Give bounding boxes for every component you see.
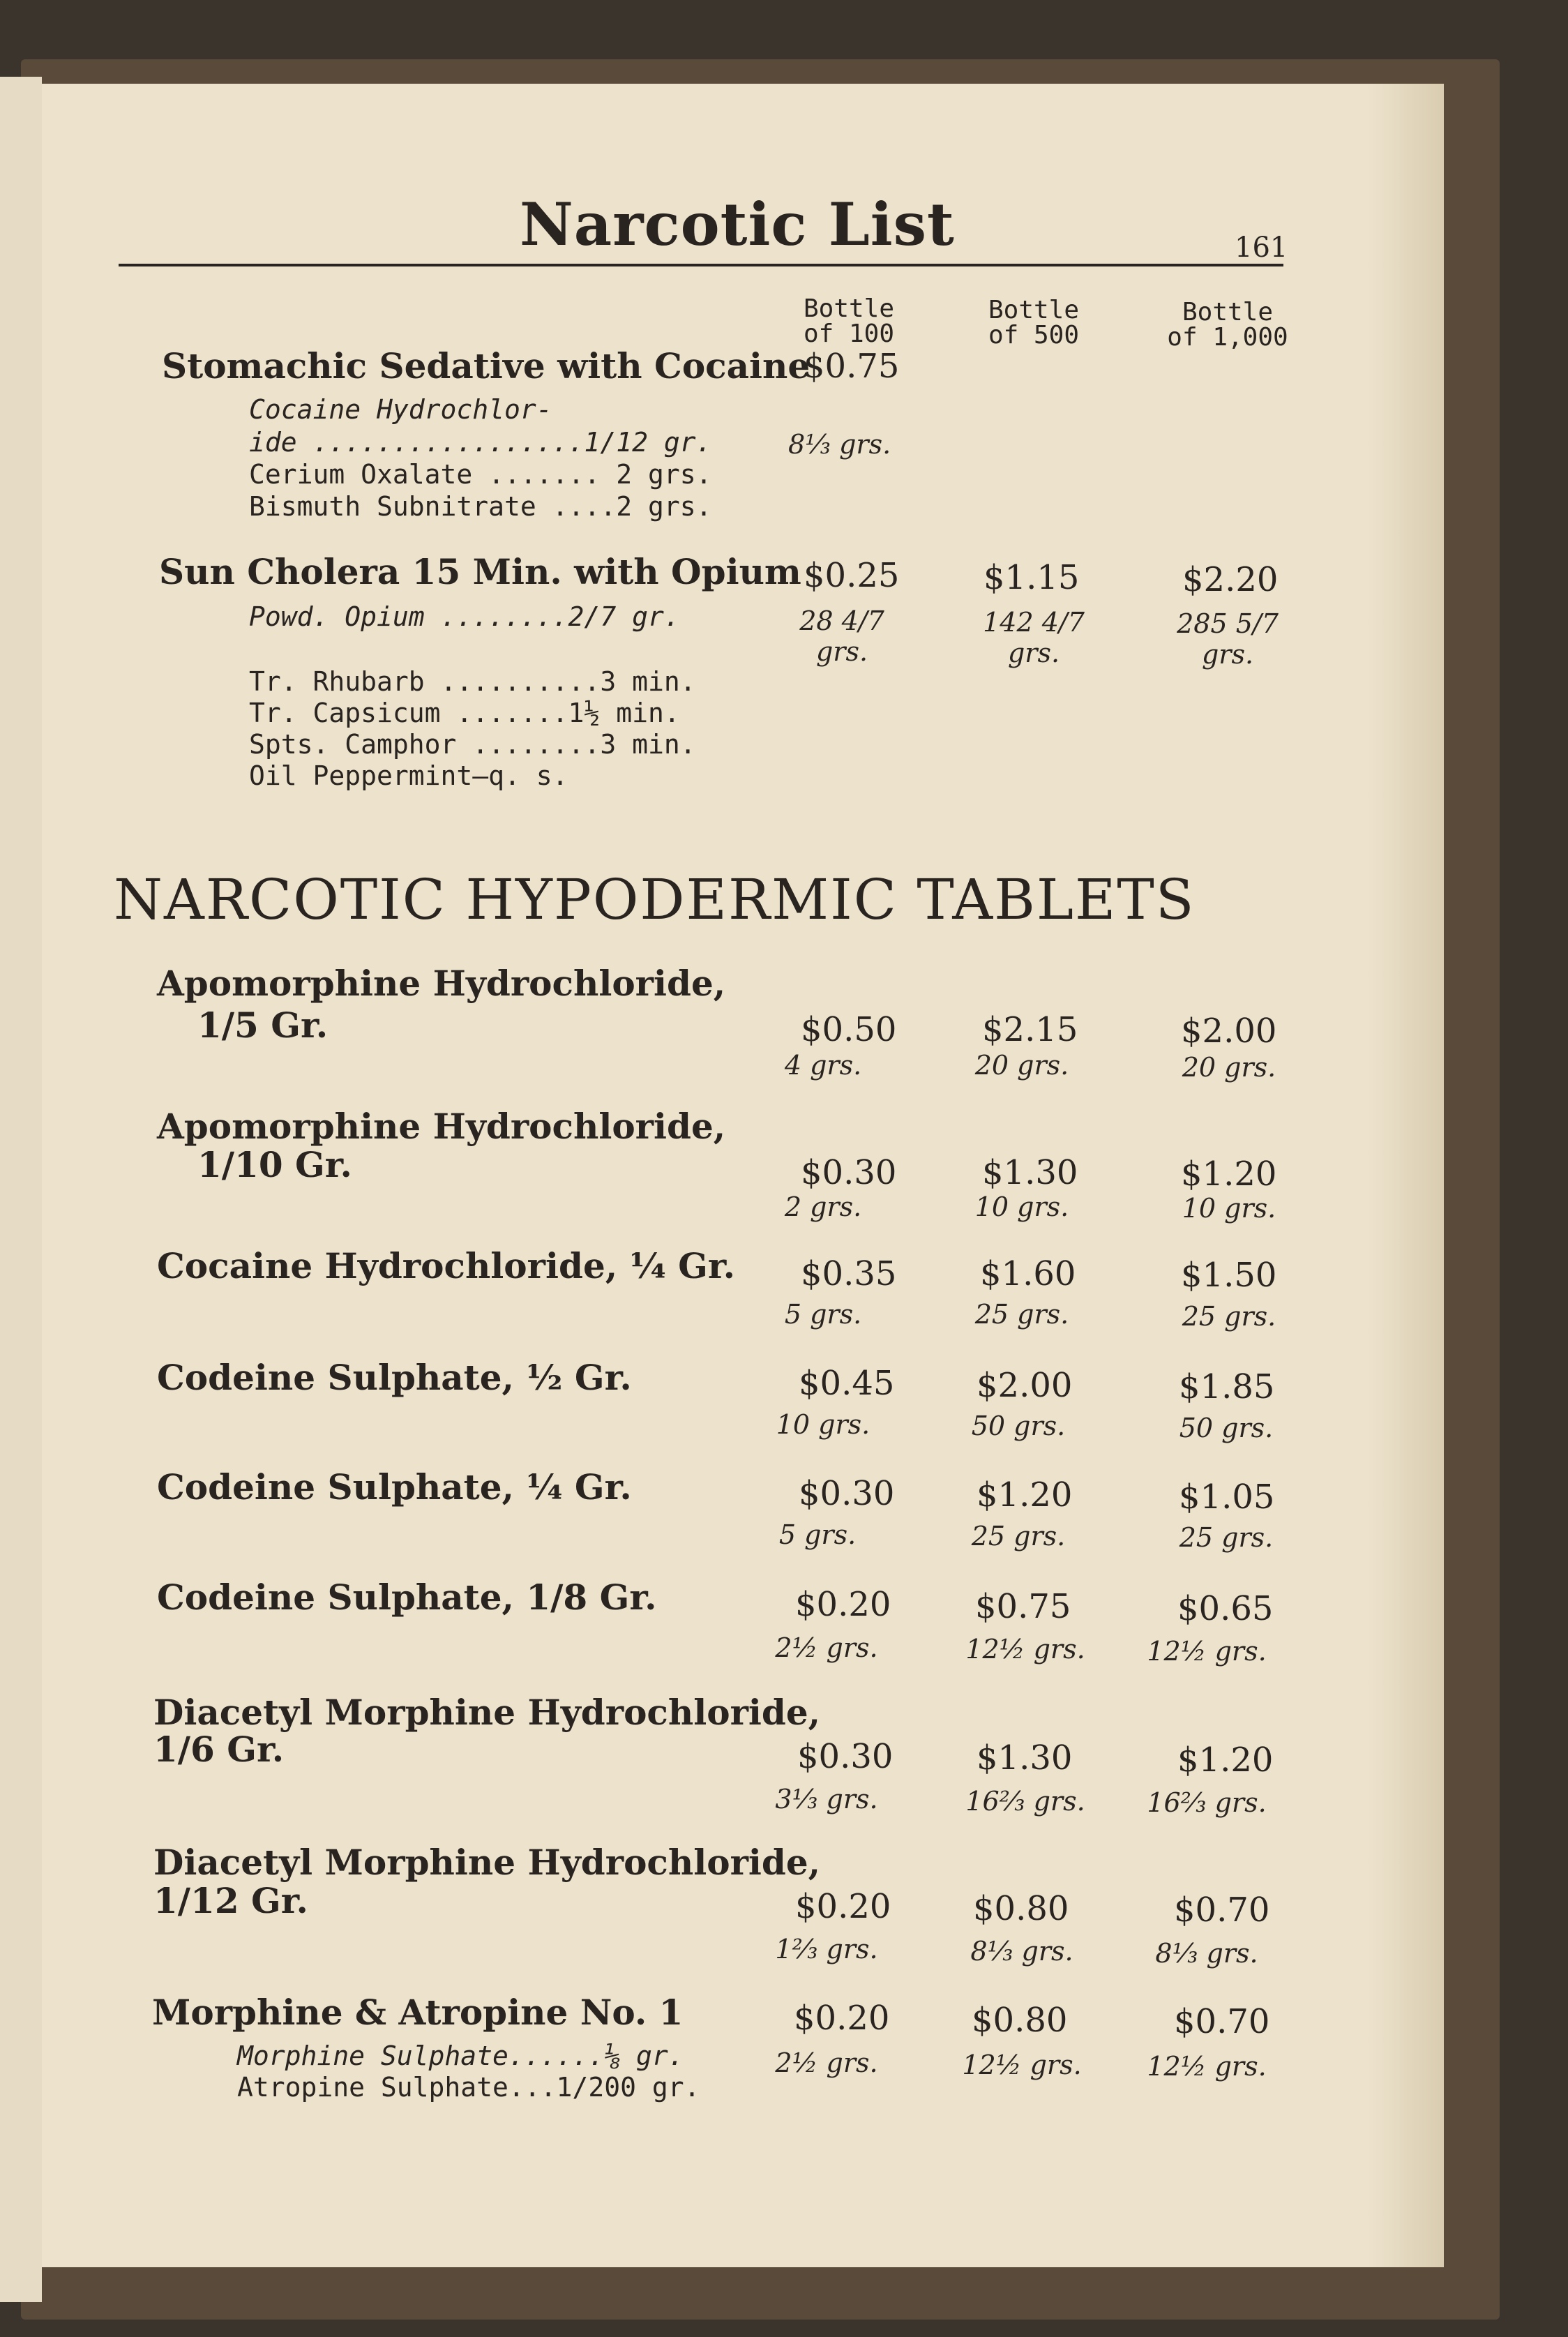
tablet-grains-1000: 10 grs. <box>1182 1193 1276 1224</box>
tablet-price-1000: $2.00 <box>1181 1012 1277 1051</box>
tablet-name: Apomorphine Hydrochloride, <box>157 963 726 1004</box>
grains-100: 8⅓ grs. <box>788 429 891 460</box>
col-head-500 <box>957 298 1110 348</box>
tablet-name: Codeine Sulphate, 1/8 Gr. <box>157 1577 657 1618</box>
tablet-dose: 1/10 Gr. <box>197 1144 352 1185</box>
product-sun-cholera-name: Sun Cholera 15 Min. with Opium <box>159 551 801 592</box>
product-sun-cholera-price-100: $0.25 <box>804 556 900 595</box>
header-rule <box>119 264 1283 266</box>
tablet-price-500: $2.00 <box>977 1366 1073 1405</box>
tablet-price-500: $1.60 <box>980 1254 1076 1293</box>
tablet-grains-1000: 50 grs. <box>1179 1413 1274 1443</box>
tablet-price-100: $0.20 <box>795 1887 891 1926</box>
tablet-name: Codeine Sulphate, ¼ Gr. <box>157 1466 632 1508</box>
tablet-price-100: $0.30 <box>799 1474 895 1513</box>
product-stomachic-price-100: $0.75 <box>804 347 900 386</box>
tablet-grains-500: 10 grs. <box>974 1192 1069 1222</box>
ingredient-line: Tr. Capsicum .......1½ min. <box>249 698 680 728</box>
ingredient-line: ide .................1/12 gr. <box>249 427 712 458</box>
tablet-grains-500: 20 grs. <box>974 1050 1069 1081</box>
tablet-grains-100: 2½ grs. <box>775 2047 878 2078</box>
tablet-grains-500: 25 grs. <box>971 1521 1066 1551</box>
tablet-name: Cocaine Hydrochloride, ¼ Gr. <box>157 1245 735 1286</box>
tablet-price-1000: $1.85 <box>1179 1367 1275 1406</box>
product-sun-cholera-price-1000: $2.20 <box>1182 560 1279 599</box>
tablet-grains-100: 4 grs. <box>784 1050 862 1081</box>
tablet-price-100: $0.50 <box>801 1010 897 1049</box>
grains-1000 <box>1151 608 1304 670</box>
tablet-price-100: $0.20 <box>795 1585 891 1624</box>
tablet-name: Diacetyl Morphine Hydrochloride, <box>153 1692 821 1733</box>
tablet-grains-500: 8⅓ grs. <box>970 1936 1073 1967</box>
tablet-grains-1000: 25 grs. <box>1182 1301 1276 1332</box>
tablet-price-1000: $1.20 <box>1181 1155 1277 1194</box>
tablet-name: Morphine & Atropine No. 1 <box>152 1992 684 2033</box>
col-head-100-line1: Bottle <box>803 294 895 323</box>
product-sun-cholera-price-500: $1.15 <box>983 558 1080 597</box>
tablet-grains-100: 5 grs. <box>778 1519 857 1550</box>
grains-1000-unit: grs. <box>1201 639 1254 670</box>
tablet-grains-100: 3⅓ grs. <box>775 1784 878 1814</box>
tablet-grains-500: 12½ grs. <box>962 2050 1082 2080</box>
tablet-grains-100: 2 grs. <box>784 1192 862 1222</box>
ingredient-line: Spts. Camphor ........3 min. <box>249 729 696 760</box>
ingredient-line: Cocaine Hydrochlor- <box>249 394 552 425</box>
grains-500-unit: grs. <box>1007 638 1060 668</box>
tablet-grains-100: 2½ grs. <box>775 1632 878 1663</box>
tablet-price-500: $0.80 <box>973 1889 1069 1928</box>
grains-1000-value: 285 5/7 <box>1177 608 1279 639</box>
tablet-grains-1000: 8⅓ grs. <box>1155 1938 1258 1969</box>
tablet-price-100: $0.45 <box>799 1364 895 1403</box>
page-number: 161 <box>1235 232 1288 264</box>
tablet-price-1000: $1.20 <box>1177 1741 1274 1780</box>
tablet-price-100: $0.20 <box>794 1999 890 2038</box>
tablet-price-1000: $0.70 <box>1174 2002 1270 2041</box>
col-head-500-line1: Bottle <box>988 296 1080 324</box>
col-head-1000-line2: of 1,000 <box>1167 323 1288 352</box>
ingredient-line: Bismuth Subnitrate ....2 grs. <box>249 491 712 522</box>
grains-100 <box>765 606 919 667</box>
tablet-grains-100: 1⅔ grs. <box>775 1934 878 1964</box>
tablet-grains-100: 5 grs. <box>784 1299 862 1330</box>
product-stomachic-name: Stomachic Sedative with Cocaine <box>162 345 811 386</box>
tablet-grains-500: 25 grs. <box>974 1299 1069 1330</box>
tablet-price-100: $0.30 <box>797 1737 894 1776</box>
page-title: Narcotic List <box>520 190 955 259</box>
tablet-price-100: $0.30 <box>801 1153 897 1192</box>
tablet-price-100: $0.35 <box>801 1254 897 1293</box>
tablet-grains-1000: 16⅔ grs. <box>1147 1787 1267 1818</box>
col-head-1000-line1: Bottle <box>1182 298 1274 326</box>
ingredient-line: Atropine Sulphate...1/200 gr. <box>237 2072 700 2103</box>
tablet-price-1000: $1.05 <box>1179 1478 1275 1517</box>
tablet-grains-500: 16⅔ grs. <box>965 1786 1085 1817</box>
tablet-price-500: $1.30 <box>977 1738 1073 1778</box>
tablet-name: Apomorphine Hydrochloride, <box>157 1106 726 1147</box>
tablet-price-1000: $0.70 <box>1174 1891 1270 1930</box>
tablet-name: Diacetyl Morphine Hydrochloride, <box>153 1842 821 1883</box>
tablet-grains-1000: 25 grs. <box>1179 1522 1274 1553</box>
tablet-dose: 1/6 Gr. <box>153 1729 285 1770</box>
facing-page-edge <box>0 77 42 2302</box>
ingredient-line: Cerium Oxalate ....... 2 grs. <box>249 459 712 490</box>
tablet-price-500: $0.80 <box>972 2001 1068 2040</box>
page-gutter-shadow <box>1367 84 1444 2267</box>
ingredient-line: Morphine Sulphate......⅛ gr. <box>237 2041 684 2071</box>
tablet-price-1000: $0.65 <box>1177 1589 1274 1628</box>
grains-100-value: 28 4/7 <box>799 606 884 636</box>
grains-100-unit: grs. <box>815 636 868 667</box>
tablet-grains-500: 50 grs. <box>971 1411 1066 1441</box>
tablet-grains-1000: 12½ grs. <box>1147 2051 1267 2082</box>
tablet-price-500: $2.15 <box>982 1010 1078 1049</box>
section-title: NARCOTIC HYPODERMIC TABLETS <box>114 867 1196 932</box>
col-head-500-line2: of 500 <box>988 321 1080 350</box>
grains-500-value: 142 4/7 <box>983 607 1085 638</box>
ingredient-line: Tr. Rhubarb ..........3 min. <box>249 666 696 697</box>
col-head-1000 <box>1151 300 1304 350</box>
tablet-dose: 1/12 Gr. <box>153 1880 308 1921</box>
tablet-price-1000: $1.50 <box>1181 1256 1277 1295</box>
ingredient-line: Oil Peppermint—q. s. <box>249 760 568 791</box>
tablet-grains-1000: 12½ grs. <box>1147 1636 1267 1667</box>
tablet-grains-100: 10 grs. <box>776 1409 870 1440</box>
tablet-price-500: $0.75 <box>975 1587 1071 1626</box>
tablet-name: Codeine Sulphate, ½ Gr. <box>157 1357 632 1398</box>
tablet-price-500: $1.30 <box>982 1153 1078 1192</box>
col-head-100-line2: of 100 <box>803 320 895 348</box>
col-head-100 <box>772 296 926 347</box>
tablet-dose: 1/5 Gr. <box>197 1005 329 1046</box>
tablet-grains-1000: 20 grs. <box>1182 1052 1276 1083</box>
tablet-grains-500: 12½ grs. <box>965 1634 1085 1665</box>
tablet-price-500: $1.20 <box>977 1475 1073 1515</box>
ingredient-line: Powd. Opium ........2/7 gr. <box>249 601 680 632</box>
grains-500 <box>957 607 1110 668</box>
